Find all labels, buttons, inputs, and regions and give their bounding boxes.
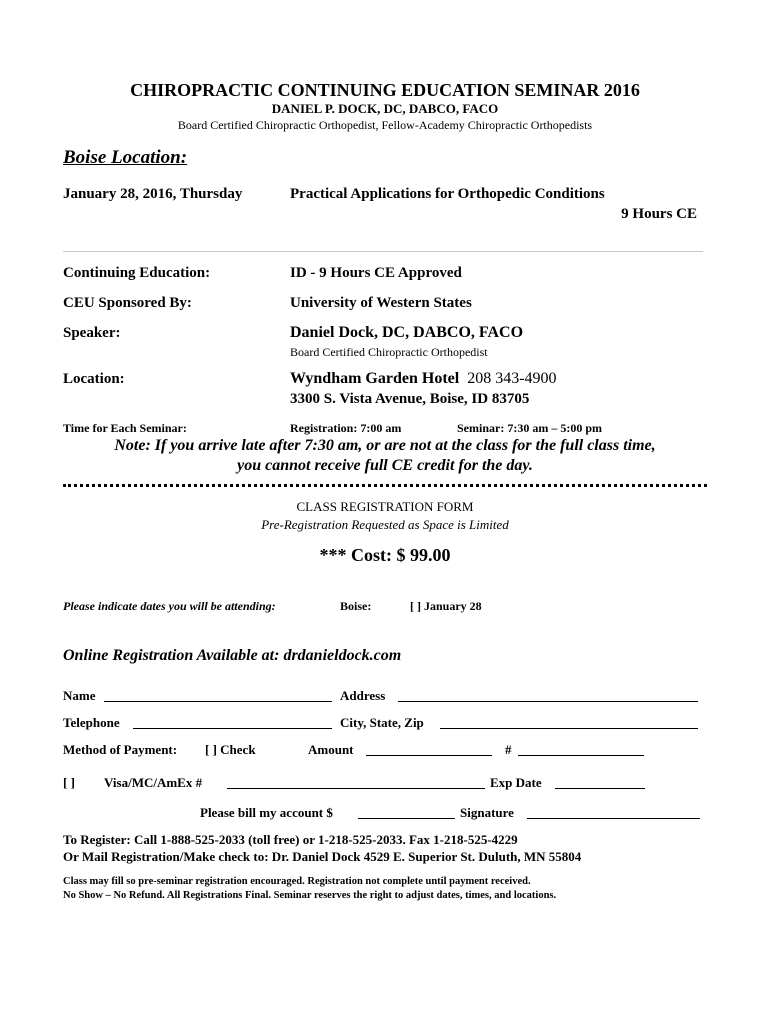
ceu-value: University of Western States xyxy=(290,295,472,311)
location-label: Location: xyxy=(63,371,125,387)
register-mail-line: Or Mail Registration/Make check to: Dr. Daniel Dock 4529 E. Superior St. Duluth, MN 55804 xyxy=(63,849,582,864)
ce-value: ID - 9 Hours CE Approved xyxy=(290,265,462,281)
session-hours: 9 Hours CE xyxy=(621,206,697,222)
signature-label: Signature xyxy=(460,805,514,820)
footer-line1: Class may fill so pre-seminar registration encouraged. Registration not complete until payment received. xyxy=(63,876,531,887)
late-note-line1: Note: If you arrive late after 7:30 am, or are not at the class for the full class time, xyxy=(114,437,656,454)
telephone-label: Telephone xyxy=(63,715,120,730)
session-topic: Practical Applications for Orthopedic Conditions xyxy=(290,186,605,202)
hotel-phone: 208 343-4900 xyxy=(467,370,557,387)
hotel-name: Wyndham Garden Hotel xyxy=(290,370,460,387)
name-field[interactable] xyxy=(104,688,332,702)
session-date: January 28, 2016, Thursday xyxy=(63,186,243,202)
speaker-heading: DANIEL P. DOCK, DC, DABCO, FACO xyxy=(271,101,499,116)
speaker-label: Speaker: xyxy=(63,325,121,341)
city-state-zip-field[interactable] xyxy=(440,715,698,729)
january-28-checkbox[interactable]: [ ] January 28 xyxy=(410,599,482,613)
card-number-field[interactable] xyxy=(227,775,485,789)
speaker-value: Daniel Dock, DC, DABCO, FACO xyxy=(290,324,524,341)
ce-label: Continuing Education: xyxy=(63,265,211,281)
late-note-line2: you cannot receive full CE credit for the day. xyxy=(237,457,533,474)
address-label: Address xyxy=(340,688,386,703)
time-label: Time for Each Seminar: xyxy=(63,421,187,435)
city-state-zip-label: City, State, Zip xyxy=(340,715,424,730)
footer-line2: No Show – No Refund. All Registrations Final. Seminar reserves the right to adjust dates, times, and locations. xyxy=(63,890,557,901)
registration-time: Registration: 7:00 am xyxy=(290,421,402,435)
check-number-label: # xyxy=(505,742,512,757)
hotel-address: 3300 S. Vista Avenue, Boise, ID 83705 xyxy=(290,391,530,407)
name-row xyxy=(63,688,96,704)
name-label: Name xyxy=(63,688,96,703)
telephone-field[interactable] xyxy=(133,715,332,729)
bill-amount-field[interactable] xyxy=(358,805,455,819)
hotel-line xyxy=(290,370,557,388)
check-number-field[interactable] xyxy=(518,742,644,756)
dates-prompt: Please indicate dates you will be attending: xyxy=(63,599,276,613)
ceu-label: CEU Sponsored By: xyxy=(63,295,192,311)
amount-label: Amount xyxy=(308,742,354,757)
location-heading: Boise Location: xyxy=(63,147,188,168)
exp-date-label: Exp Date xyxy=(490,775,542,790)
check-checkbox[interactable]: [ ] Check xyxy=(205,742,256,757)
page-title: CHIROPRACTIC CONTINUING EDUCATION SEMINAR 2016 xyxy=(130,80,640,100)
boise-label: Boise: xyxy=(340,599,372,613)
payment-label: Method of Payment: xyxy=(63,742,178,757)
credentials-line: Board Certified Chiropractic Orthopedist, Fellow-Academy Chiropractic Orthopedists xyxy=(177,118,593,132)
speaker-subtitle: Board Certified Chiropractic Orthopedist xyxy=(290,345,488,359)
signature-field[interactable] xyxy=(527,805,700,819)
form-title: CLASS REGISTRATION FORM xyxy=(296,499,474,514)
cost-line: *** Cost: $ 99.00 xyxy=(319,545,451,565)
dotted-divider xyxy=(63,484,707,487)
register-phone-line: To Register: Call 1-888-525-2033 (toll free) or 1-218-525-2033. Fax 1-218-525-4229 xyxy=(63,832,518,847)
seminar-time: Seminar: 7:30 am – 5:00 pm xyxy=(457,421,602,435)
online-registration: Online Registration Available at: drdanieldock.com xyxy=(63,647,402,664)
form-subtitle: Pre-Registration Requested as Space is Limited xyxy=(261,517,509,532)
amount-field[interactable] xyxy=(366,742,492,756)
bill-account-label: Please bill my account $ xyxy=(200,805,333,820)
section-divider xyxy=(63,251,703,252)
address-field[interactable] xyxy=(398,688,698,702)
card-label: Visa/MC/AmEx # xyxy=(104,775,203,790)
exp-date-field[interactable] xyxy=(555,775,645,789)
card-checkbox[interactable]: [ ] xyxy=(63,775,75,790)
